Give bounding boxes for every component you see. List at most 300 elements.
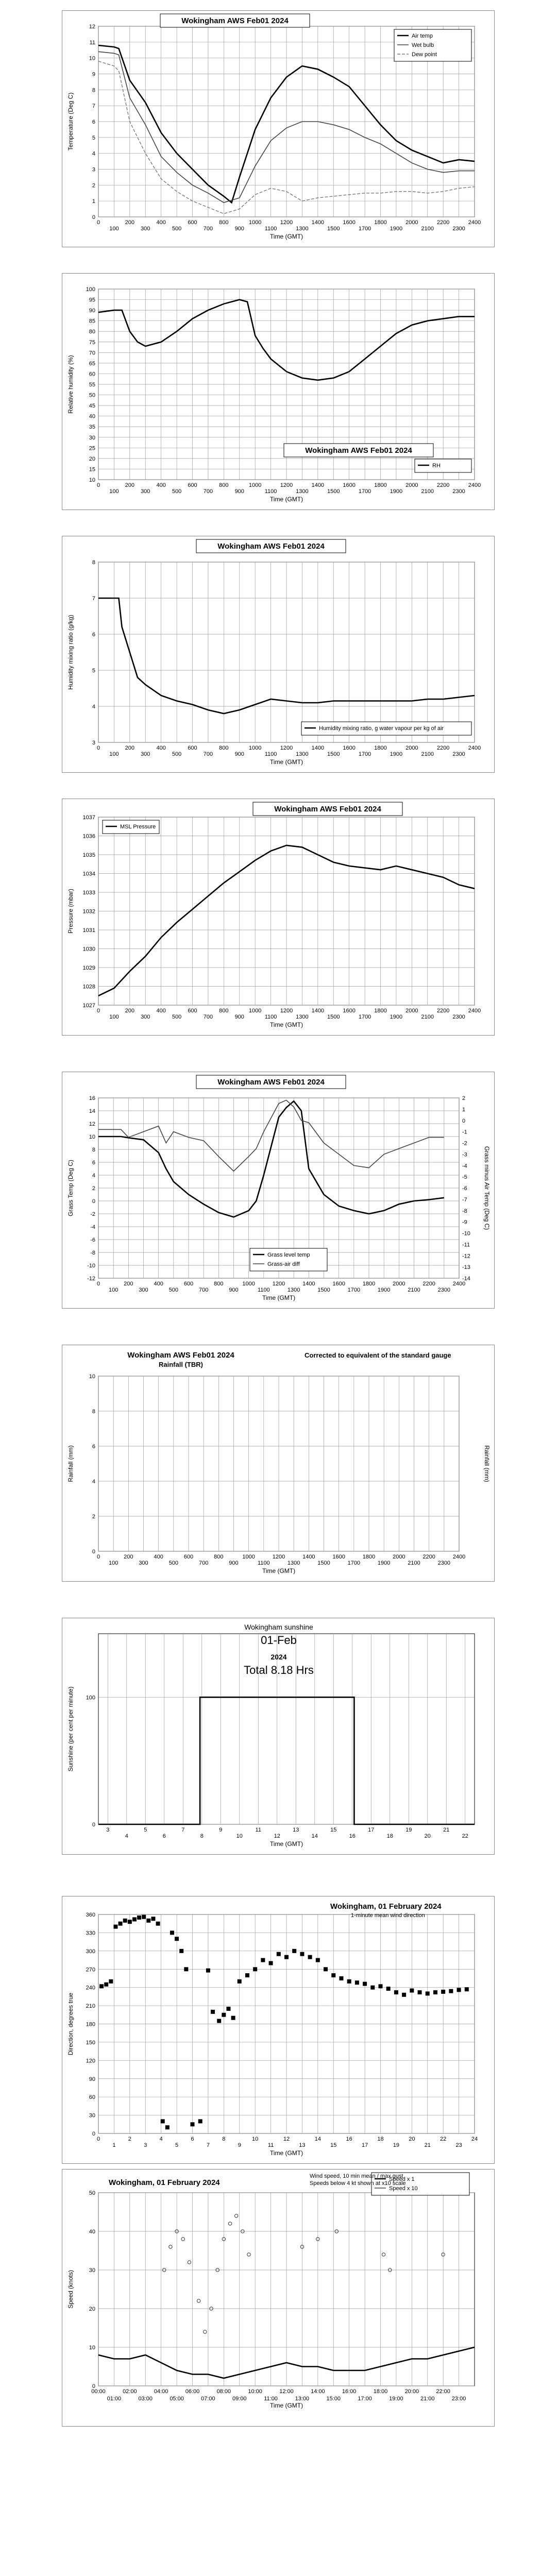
x-tick-label: 500 bbox=[172, 751, 182, 757]
y2-tick-label: -3 bbox=[462, 1151, 467, 1158]
x-tick-label: 400 bbox=[156, 482, 166, 488]
legend-entry: Speed x 1 bbox=[389, 2176, 415, 2182]
y-tick-label: 60 bbox=[89, 2094, 95, 2101]
wind-direction-chart bbox=[62, 1896, 495, 2164]
x-tick-label: 3 bbox=[106, 1827, 110, 1833]
x-tick-label: 23:00 bbox=[451, 2396, 466, 2402]
y-axis-label: Speed (knots) bbox=[67, 2270, 74, 2309]
x-tick-label: 1000 bbox=[248, 745, 262, 751]
x-tick-label: 2300 bbox=[437, 1287, 451, 1293]
y-tick-label: 16 bbox=[89, 1095, 95, 1101]
x-tick-label: 1700 bbox=[358, 488, 371, 495]
humidity-chart bbox=[62, 274, 495, 511]
temperature-chart bbox=[62, 11, 495, 248]
y-tick-label: 100 bbox=[86, 1694, 95, 1701]
y-tick-label: 5 bbox=[92, 668, 95, 674]
x-tick-label: 7 bbox=[181, 1827, 185, 1833]
x-tick-label: 2300 bbox=[437, 1560, 451, 1566]
data-point bbox=[418, 1990, 422, 1994]
data-point bbox=[231, 2016, 235, 2020]
x-tick-label: 1500 bbox=[327, 226, 340, 232]
x-tick-label: 1000 bbox=[242, 1281, 255, 1287]
x-tick-label: 300 bbox=[141, 226, 150, 232]
x-axis-label: Time (GMT) bbox=[269, 233, 303, 240]
data-point bbox=[457, 1988, 461, 1992]
y-tick-label: 3 bbox=[92, 166, 95, 173]
x-tick-label: 1100 bbox=[264, 1014, 277, 1020]
x-tick-label: 2100 bbox=[408, 1560, 420, 1566]
x-tick-label: 200 bbox=[125, 219, 135, 226]
x-tick-label: 1500 bbox=[317, 1560, 330, 1566]
y-tick-label: 8 bbox=[92, 87, 95, 94]
y-tick-label: 50 bbox=[89, 2190, 95, 2196]
data-point bbox=[206, 1969, 210, 1973]
y-tick-label: 12 bbox=[89, 1121, 95, 1127]
x-axis-label: Time (GMT) bbox=[269, 758, 303, 766]
y-tick-label: 1036 bbox=[82, 833, 95, 840]
x-tick-label: 20 bbox=[409, 2136, 415, 2142]
x-tick-label: 21 bbox=[424, 2142, 431, 2148]
x-tick-label: 1600 bbox=[332, 1281, 345, 1287]
data-point bbox=[175, 1937, 179, 1941]
y-tick-label: 7 bbox=[92, 596, 95, 602]
x-tick-label: 1400 bbox=[302, 1554, 315, 1560]
x-tick-label: 1900 bbox=[390, 1014, 403, 1020]
y-tick-label: 0 bbox=[92, 1198, 95, 1205]
data-point bbox=[284, 1955, 289, 1959]
data-point bbox=[137, 1916, 141, 1920]
x-tick-label: 1700 bbox=[358, 226, 371, 232]
x-tick-label: 24 bbox=[471, 2136, 478, 2142]
x-tick-label: 20:00 bbox=[404, 2388, 419, 2395]
y-tick-label: -8 bbox=[90, 1250, 95, 1256]
x-tick-label: 13 bbox=[299, 2142, 306, 2148]
y-tick-label: 15 bbox=[89, 466, 95, 473]
y-tick-label: 10 bbox=[89, 55, 95, 62]
x-tick-label: 1100 bbox=[264, 751, 277, 757]
y-tick-label: 100 bbox=[86, 286, 95, 293]
y2-tick-label: -13 bbox=[462, 1264, 470, 1271]
data-point bbox=[123, 1919, 127, 1923]
y2-tick-label: -12 bbox=[462, 1253, 470, 1260]
x-tick-label: 700 bbox=[198, 1287, 209, 1293]
chart-date: 01-Feb bbox=[261, 1634, 297, 1647]
x-tick-label: 400 bbox=[156, 1008, 166, 1014]
x-tick-label: 1500 bbox=[327, 751, 340, 757]
y-tick-label: 0 bbox=[92, 214, 95, 221]
y-tick-label: 95 bbox=[89, 297, 95, 303]
x-tick-label: 200 bbox=[124, 1281, 133, 1287]
x-tick-label: 1100 bbox=[264, 488, 277, 495]
x-tick-label: 10:00 bbox=[248, 2388, 262, 2395]
y2-tick-label: -5 bbox=[462, 1174, 467, 1181]
y-tick-label: 4 bbox=[92, 1173, 95, 1179]
x-tick-label: 300 bbox=[141, 751, 150, 757]
data-point bbox=[363, 1982, 367, 1986]
x-tick-label: 09:00 bbox=[232, 2396, 247, 2402]
x-tick-label: 1600 bbox=[343, 482, 356, 488]
data-point bbox=[99, 1984, 104, 1988]
data-point bbox=[170, 1930, 174, 1935]
temperature-chart-panel bbox=[62, 10, 495, 247]
data-point bbox=[379, 1984, 383, 1988]
data-point bbox=[222, 2013, 226, 2017]
x-tick-label: 2100 bbox=[421, 488, 434, 495]
y-tick-label: 30 bbox=[89, 2112, 95, 2119]
y-tick-label: 30 bbox=[89, 434, 95, 441]
x-tick-label: 10 bbox=[252, 2136, 259, 2142]
x-tick-label: 800 bbox=[219, 482, 229, 488]
rainfall-chart-panel bbox=[62, 1345, 495, 1582]
x-tick-label: 1900 bbox=[390, 488, 403, 495]
x-tick-label: 2200 bbox=[422, 1281, 435, 1287]
y2-tick-label: -6 bbox=[462, 1185, 467, 1192]
legend-entry: Grass level temp bbox=[267, 1252, 310, 1258]
x-tick-label: 1400 bbox=[311, 482, 325, 488]
x-tick-label: 17 bbox=[361, 2142, 368, 2148]
y-tick-label: 270 bbox=[86, 1967, 95, 1973]
x-tick-label: 2000 bbox=[393, 1281, 405, 1287]
y-tick-label: 14 bbox=[89, 1108, 95, 1114]
data-point bbox=[238, 1979, 242, 1984]
y-tick-label: 4 bbox=[92, 704, 95, 710]
x-tick-label: 1300 bbox=[296, 1014, 309, 1020]
y-tick-label: -4 bbox=[90, 1224, 95, 1230]
y-tick-label: 300 bbox=[86, 1948, 95, 1955]
x-tick-label: 16 bbox=[349, 1833, 356, 1839]
data-point bbox=[261, 1958, 265, 1962]
x-tick-label: 1400 bbox=[302, 1281, 315, 1287]
x-tick-label: 600 bbox=[188, 482, 197, 488]
x-tick-label: 100 bbox=[109, 226, 119, 232]
x-tick-label: 1300 bbox=[296, 751, 309, 757]
x-tick-label: 500 bbox=[168, 1560, 179, 1566]
x-tick-label: 2400 bbox=[468, 1008, 481, 1014]
x-tick-label: 1000 bbox=[242, 1554, 255, 1560]
y2-axis-label: Grass minus Air Temp (Deg C) bbox=[483, 1146, 491, 1230]
data-point bbox=[269, 1961, 273, 1965]
x-tick-label: 2000 bbox=[393, 1554, 405, 1560]
y-tick-label: 2 bbox=[92, 1514, 95, 1520]
x-tick-label: 900 bbox=[234, 488, 244, 495]
y-tick-label: 45 bbox=[89, 403, 95, 410]
x-tick-label: 1600 bbox=[343, 745, 356, 751]
y-tick-label: 70 bbox=[89, 350, 95, 357]
y-tick-label: 40 bbox=[89, 413, 95, 420]
x-tick-label: 1300 bbox=[296, 226, 309, 232]
x-tick-label: 200 bbox=[125, 1008, 135, 1014]
data-point bbox=[300, 1952, 304, 1956]
x-tick-label: 02:00 bbox=[123, 2388, 137, 2395]
data-point bbox=[426, 1991, 430, 1995]
x-tick-label: 01:00 bbox=[107, 2396, 122, 2402]
x-tick-label: 21:00 bbox=[420, 2396, 435, 2402]
x-tick-label: 300 bbox=[139, 1560, 148, 1566]
x-tick-label: 2100 bbox=[421, 226, 434, 232]
data-point bbox=[132, 1917, 137, 1921]
x-tick-label: 1200 bbox=[280, 482, 293, 488]
data-point bbox=[198, 2119, 202, 2123]
data-point bbox=[191, 2122, 195, 2126]
y-tick-label: 1030 bbox=[82, 946, 95, 953]
x-tick-label: 900 bbox=[229, 1560, 239, 1566]
x-tick-label: 100 bbox=[108, 1287, 119, 1293]
x-tick-label: 0 bbox=[96, 219, 100, 226]
x-tick-label: 2200 bbox=[436, 745, 450, 751]
x-tick-label: 400 bbox=[154, 1554, 163, 1560]
y-axis-label: Sunshine (per cent per minute) bbox=[67, 1686, 74, 1772]
x-tick-label: 22:00 bbox=[436, 2388, 450, 2395]
x-axis-label: Time (GMT) bbox=[269, 1840, 303, 1848]
y-tick-label: 6 bbox=[92, 1160, 95, 1166]
x-tick-label: 1200 bbox=[272, 1281, 285, 1287]
y-tick-label: 0 bbox=[92, 2383, 95, 2389]
y-tick-label: 1034 bbox=[82, 871, 95, 877]
wind-speed-chart bbox=[62, 2170, 495, 2427]
chart-subtitle: Rainfall (TBR) bbox=[159, 1361, 203, 1368]
x-tick-label: 2000 bbox=[405, 482, 418, 488]
y-tick-label: 0 bbox=[92, 1549, 95, 1555]
x-tick-label: 900 bbox=[229, 1287, 239, 1293]
data-point bbox=[277, 1952, 281, 1956]
x-tick-label: 2300 bbox=[452, 226, 465, 232]
x-tick-label: 800 bbox=[219, 745, 229, 751]
x-tick-label: 2400 bbox=[468, 482, 481, 488]
data-point bbox=[165, 2125, 170, 2129]
y-tick-label: 1037 bbox=[82, 815, 95, 821]
y2-tick-label: -14 bbox=[462, 1276, 470, 1282]
y-axis-label: Pressure (mbar) bbox=[67, 889, 74, 934]
y-tick-label: 10 bbox=[89, 1134, 95, 1140]
x-tick-label: 2400 bbox=[468, 219, 481, 226]
chart-note: Corrected to equivalent of the standard gauge bbox=[305, 1351, 451, 1359]
x-tick-label: 5 bbox=[144, 1827, 147, 1833]
x-tick-label: 600 bbox=[183, 1281, 194, 1287]
data-point bbox=[226, 2007, 230, 2011]
data-point bbox=[370, 1986, 375, 1990]
x-tick-label: 1800 bbox=[362, 1281, 376, 1287]
x-tick-label: 1100 bbox=[258, 1287, 270, 1293]
y-axis-label: Grass Temp (Deg C) bbox=[67, 1160, 74, 1216]
x-axis-label: Time (GMT) bbox=[269, 1021, 303, 1028]
y-tick-label: 2 bbox=[92, 182, 95, 189]
data-point bbox=[128, 1920, 132, 1924]
x-tick-label: 13:00 bbox=[295, 2396, 310, 2402]
x-tick-label: 900 bbox=[234, 751, 244, 757]
x-tick-label: 2300 bbox=[452, 488, 465, 495]
y-tick-label: 60 bbox=[89, 371, 95, 378]
x-tick-label: 14 bbox=[311, 1833, 318, 1839]
legend-entry: Humidity mixing ratio, g water vapour per kg of air bbox=[319, 725, 444, 732]
y-tick-label: 8 bbox=[92, 1147, 95, 1153]
y-axis-label: Humidity mixing ratio (g/kg) bbox=[67, 615, 74, 690]
x-tick-label: 3 bbox=[144, 2142, 147, 2148]
data-point bbox=[113, 1925, 117, 1929]
y2-tick-label: -11 bbox=[462, 1242, 470, 1248]
data-point bbox=[184, 1967, 188, 1971]
x-tick-label: 7 bbox=[206, 2142, 210, 2148]
y-tick-label: 10 bbox=[89, 1374, 95, 1380]
x-tick-label: 8 bbox=[200, 1833, 204, 1839]
y-tick-label: 1 bbox=[92, 198, 95, 205]
data-point bbox=[331, 1973, 335, 1977]
data-point bbox=[410, 1989, 414, 1993]
y-tick-label: 0 bbox=[92, 1822, 95, 1828]
legend-entry: Dew point bbox=[412, 52, 437, 58]
x-tick-label: 700 bbox=[203, 1014, 213, 1020]
y-tick-label: 8 bbox=[92, 560, 95, 566]
x-tick-label: 2300 bbox=[452, 751, 465, 757]
x-tick-label: 1400 bbox=[311, 745, 325, 751]
x-tick-label: 06:00 bbox=[185, 2388, 200, 2395]
x-tick-label: 1000 bbox=[248, 1008, 262, 1014]
x-tick-label: 19 bbox=[405, 1827, 412, 1833]
data-point bbox=[156, 1922, 160, 1926]
y-tick-label: 8 bbox=[92, 1409, 95, 1415]
x-tick-label: 300 bbox=[141, 1014, 150, 1020]
x-tick-label: 1800 bbox=[374, 745, 387, 751]
x-tick-label: 1500 bbox=[327, 1014, 340, 1020]
y-tick-label: 75 bbox=[89, 339, 95, 346]
data-point bbox=[386, 1987, 391, 1991]
y-tick-label: 10 bbox=[89, 477, 95, 483]
data-point bbox=[217, 2019, 221, 2023]
x-axis-label: Time (GMT) bbox=[262, 1567, 296, 1574]
x-tick-label: 600 bbox=[188, 219, 197, 226]
x-tick-label: 700 bbox=[203, 488, 213, 495]
data-point bbox=[151, 1917, 155, 1921]
x-tick-label: 1800 bbox=[374, 1008, 387, 1014]
y2-tick-label: -1 bbox=[462, 1129, 467, 1136]
x-tick-label: 600 bbox=[183, 1554, 194, 1560]
x-tick-label: 1200 bbox=[280, 219, 293, 226]
data-point bbox=[253, 1967, 257, 1971]
x-tick-label: 00:00 bbox=[91, 2388, 106, 2395]
y-tick-label: 240 bbox=[86, 1985, 95, 1991]
y-tick-label: 30 bbox=[89, 2267, 95, 2274]
x-tick-label: 21 bbox=[443, 1827, 450, 1833]
x-tick-label: 9 bbox=[219, 1827, 223, 1833]
x-tick-label: 4 bbox=[125, 1833, 128, 1839]
y-tick-label: 4 bbox=[92, 1479, 95, 1485]
plot-area bbox=[98, 1634, 475, 1824]
chart-year: 2024 bbox=[270, 1653, 287, 1661]
x-tick-label: 19:00 bbox=[389, 2396, 403, 2402]
x-tick-label: 15 bbox=[330, 1827, 337, 1833]
x-tick-label: 200 bbox=[125, 482, 135, 488]
y-axis-label: Temperature (Deg C) bbox=[67, 92, 74, 151]
y-tick-label: 1028 bbox=[82, 984, 95, 990]
x-tick-label: 600 bbox=[188, 745, 197, 751]
x-tick-label: 15:00 bbox=[326, 2396, 341, 2402]
y-tick-label: 6 bbox=[92, 632, 95, 638]
x-tick-label: 900 bbox=[234, 226, 244, 232]
x-tick-label: 6 bbox=[191, 2136, 194, 2142]
x-tick-label: 1800 bbox=[374, 482, 387, 488]
chart-title: Wokingham AWS Feb01 2024 bbox=[181, 16, 289, 25]
x-tick-label: 800 bbox=[214, 1554, 224, 1560]
y-tick-label: 55 bbox=[89, 382, 95, 388]
x-tick-label: 1700 bbox=[347, 1287, 361, 1293]
x-tick-label: 18:00 bbox=[373, 2388, 388, 2395]
y-tick-label: 4 bbox=[92, 150, 95, 157]
x-tick-label: 2100 bbox=[421, 1014, 434, 1020]
x-tick-label: 08:00 bbox=[216, 2388, 231, 2395]
x-tick-label: 1900 bbox=[377, 1560, 391, 1566]
chart-title: Wokingham sunshine bbox=[244, 1623, 313, 1631]
y-tick-label: 1027 bbox=[82, 1003, 95, 1009]
x-tick-label: 14:00 bbox=[311, 2388, 325, 2395]
data-point bbox=[292, 1949, 296, 1953]
data-point bbox=[142, 1915, 146, 1919]
x-tick-label: 5 bbox=[175, 2142, 179, 2148]
y-tick-label: 1029 bbox=[82, 965, 95, 971]
x-tick-label: 1600 bbox=[332, 1554, 345, 1560]
x-tick-label: 1200 bbox=[280, 1008, 293, 1014]
x-tick-label: 22 bbox=[440, 2136, 447, 2142]
x-tick-label: 1600 bbox=[343, 1008, 356, 1014]
y-tick-label: 35 bbox=[89, 424, 95, 431]
x-tick-label: 300 bbox=[139, 1287, 148, 1293]
x-tick-label: 1500 bbox=[317, 1287, 330, 1293]
x-tick-label: 19 bbox=[393, 2142, 400, 2148]
x-tick-label: 1900 bbox=[377, 1287, 391, 1293]
x-tick-label: 600 bbox=[188, 1008, 197, 1014]
x-tick-label: 1200 bbox=[272, 1554, 285, 1560]
x-tick-label: 800 bbox=[214, 1281, 224, 1287]
y-tick-label: 1033 bbox=[82, 890, 95, 896]
chart-subtitle: 1-minute mean wind direction bbox=[351, 1912, 425, 1919]
y-tick-label: -12 bbox=[87, 1276, 95, 1282]
x-tick-label: 2400 bbox=[468, 745, 481, 751]
x-tick-label: 800 bbox=[219, 1008, 229, 1014]
x-tick-label: 2300 bbox=[452, 1014, 465, 1020]
y-tick-label: 1032 bbox=[82, 908, 95, 915]
x-tick-label: 100 bbox=[108, 1560, 119, 1566]
x-tick-label: 1000 bbox=[248, 219, 262, 226]
x-tick-label: 2000 bbox=[405, 745, 418, 751]
x-tick-label: 1900 bbox=[390, 751, 403, 757]
data-point bbox=[146, 1919, 150, 1923]
chart-title: Wokingham AWS Feb01 2024 bbox=[217, 542, 325, 551]
x-tick-label: 400 bbox=[154, 1281, 163, 1287]
data-point bbox=[465, 1987, 469, 1991]
x-tick-label: 11 bbox=[255, 1827, 261, 1833]
x-tick-label: 0 bbox=[96, 1008, 100, 1014]
x-tick-label: 100 bbox=[109, 1014, 119, 1020]
mixing-ratio-chart-panel bbox=[62, 536, 495, 773]
x-tick-label: 2200 bbox=[422, 1554, 435, 1560]
sunshine-chart bbox=[62, 1618, 495, 1855]
legend-entry: RH bbox=[432, 463, 441, 469]
x-tick-label: 400 bbox=[156, 219, 166, 226]
y2-tick-label: -10 bbox=[462, 1230, 470, 1237]
legend-entry: Speed x 10 bbox=[389, 2185, 418, 2192]
x-tick-label: 12 bbox=[283, 2136, 290, 2142]
data-point bbox=[402, 1993, 406, 1997]
wind-direction-chart-panel bbox=[62, 1896, 495, 2164]
legend-entry: Wet bulb bbox=[412, 42, 434, 48]
y-tick-label: -2 bbox=[90, 1211, 95, 1217]
y-tick-label: 20 bbox=[89, 455, 95, 462]
y-tick-label: 180 bbox=[86, 2021, 95, 2028]
x-tick-label: 100 bbox=[109, 751, 119, 757]
mixing-ratio-chart bbox=[62, 536, 495, 773]
y-tick-label: 20 bbox=[89, 2306, 95, 2312]
x-tick-label: 500 bbox=[172, 488, 182, 495]
y-tick-label: 90 bbox=[89, 308, 95, 314]
chart-title: Wokingham AWS Feb01 2024 bbox=[127, 1351, 234, 1360]
